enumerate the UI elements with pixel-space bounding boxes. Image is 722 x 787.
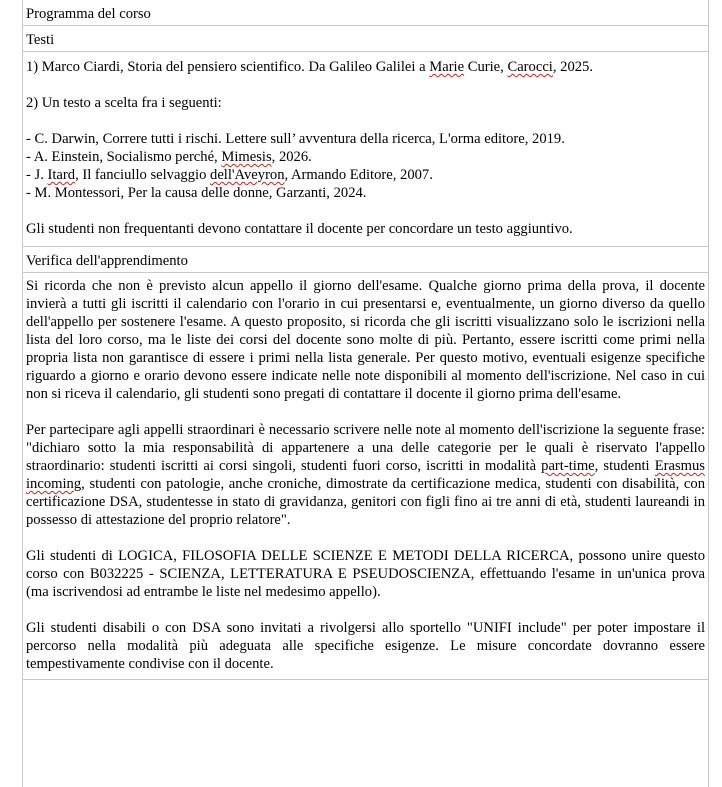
- text-run: - A. Einstein, Socialismo perché,: [26, 149, 222, 165]
- section-heading-programma: [23, 0, 708, 26]
- text-run: , studenti con patologie, anche croniche, dimostrate da certificazione medica, studenti con disabilità, con certificazione DSA, studentesse in stato di gravidanza, genitori con figli fino ai tre anni di età, studenti laureandi in possesso di attestazione del proprio relatore".: [26, 476, 705, 528]
- testi-item-2: 2) Un testo a scelta fra i seguenti:: [26, 95, 222, 111]
- text-run: 1) Marco Ciardi, Storia del pensiero scientifico. Da Galileo Galilei a: [26, 59, 430, 75]
- book-item: [26, 166, 705, 184]
- spellcheck-word: Erasmus: [654, 458, 705, 474]
- non-frequentanti-note: Gli studenti non frequentanti devono contattare il docente per concordare un testo aggiuntivo.: [26, 221, 573, 237]
- spellcheck-word: part-time: [541, 458, 595, 474]
- programma-label: Programma del corso: [26, 6, 151, 22]
- text-run: , 2025.: [552, 59, 593, 75]
- text-run: , studenti: [594, 458, 655, 474]
- text-run: , 2026.: [271, 149, 312, 165]
- spellcheck-word: Marie: [429, 59, 465, 75]
- testi-item-1: [26, 58, 705, 76]
- verifica-label: Verifica dell'apprendimento: [26, 253, 188, 269]
- document-page: [22, 0, 709, 787]
- verifica-paragraph-1: Si ricorda che non è previsto alcun appello il giorno dell'esame. Qualche giorno prima della prova, il docente invierà a tutti gli iscritti il calendario con l'orario in cui presentarsi e, eventualmente, un giorno diverso da quello dell'appello per sostenere l'esame. A questo proposito, si ricorda che gli iscritti visualizzano solo le iscrizioni nella lista del loro corso, ma le liste dei corsi del docente sono molte di più. Pertanto, essere iscritti come primi nella propria lista non garantisce di essere i primi nella lista generale. Per questo motivo, eventuali esigenze specifiche riguardo a giorno e orario devono essere indicate nelle note disponibili al momento dell'iscrizione. Nel caso in cui non si riceva il calendario, gli studenti sono pregati di contattare il docente il giorno prima dell'esame.: [26, 278, 705, 402]
- section-heading-testi: [23, 26, 708, 52]
- table-bottom-border: [23, 679, 708, 680]
- text-run: , Il fanciullo selvaggio: [75, 167, 211, 183]
- text-run: Curie,: [464, 59, 508, 75]
- verifica-paragraph-3: Gli studenti di LOGICA, FILOSOFIA DELLE SCIENZE E METODI DELLA RICERCA, possono unire questo corso con B032225 - SCIENZA, LETTERATURA E PSEUDOSCIENZA, effettuando l'esame in un'unica prova (ma iscrivendosi ad entrambe le liste nel medesimo appello).: [26, 548, 705, 600]
- verifica-content: [23, 273, 708, 688]
- text-run: , Armando Editore, 2007.: [284, 167, 433, 183]
- spellcheck-word: Mimesis: [221, 149, 272, 165]
- verifica-paragraph-2: [26, 421, 705, 529]
- book-item: - C. Darwin, Correre tutti i rischi. Lettere sull’ avventura della ricerca, L'orma editore, 2019.: [26, 131, 565, 147]
- spellcheck-word: incoming: [26, 476, 82, 492]
- testi-label: Testi: [26, 32, 55, 48]
- testi-content: [23, 52, 708, 247]
- verifica-paragraph-4: Gli studenti disabili o con DSA sono invitati a rivolgersi allo sportello "UNIFI include" per poter impostare il percorso nella modalità più adeguata alle specifiche esigenze. Le misure concordate dovranno essere tempestivamente condivise con il docente.: [26, 620, 705, 672]
- book-item: - M. Montessori, Per la causa delle donne, Garzanti, 2024.: [26, 185, 367, 201]
- section-heading-verifica: [23, 247, 708, 273]
- text-run: Per partecipare agli appelli straordinari è necessario scrivere nelle note al momento dell'iscrizione la seguente frase: "dichiaro sotto la mia responsabilità di appartenere a una delle categorie per le quali è riservato l'appello straordinario: studenti iscritti ai corsi singoli, studenti fuori corso, iscritti in modalità: [26, 422, 705, 474]
- spellcheck-word: Itard: [47, 167, 76, 183]
- spellcheck-word: dell'Aveyron: [210, 167, 285, 183]
- spellcheck-word: Carocci: [507, 59, 553, 75]
- book-item: [26, 148, 705, 166]
- text-run: - J.: [26, 167, 48, 183]
